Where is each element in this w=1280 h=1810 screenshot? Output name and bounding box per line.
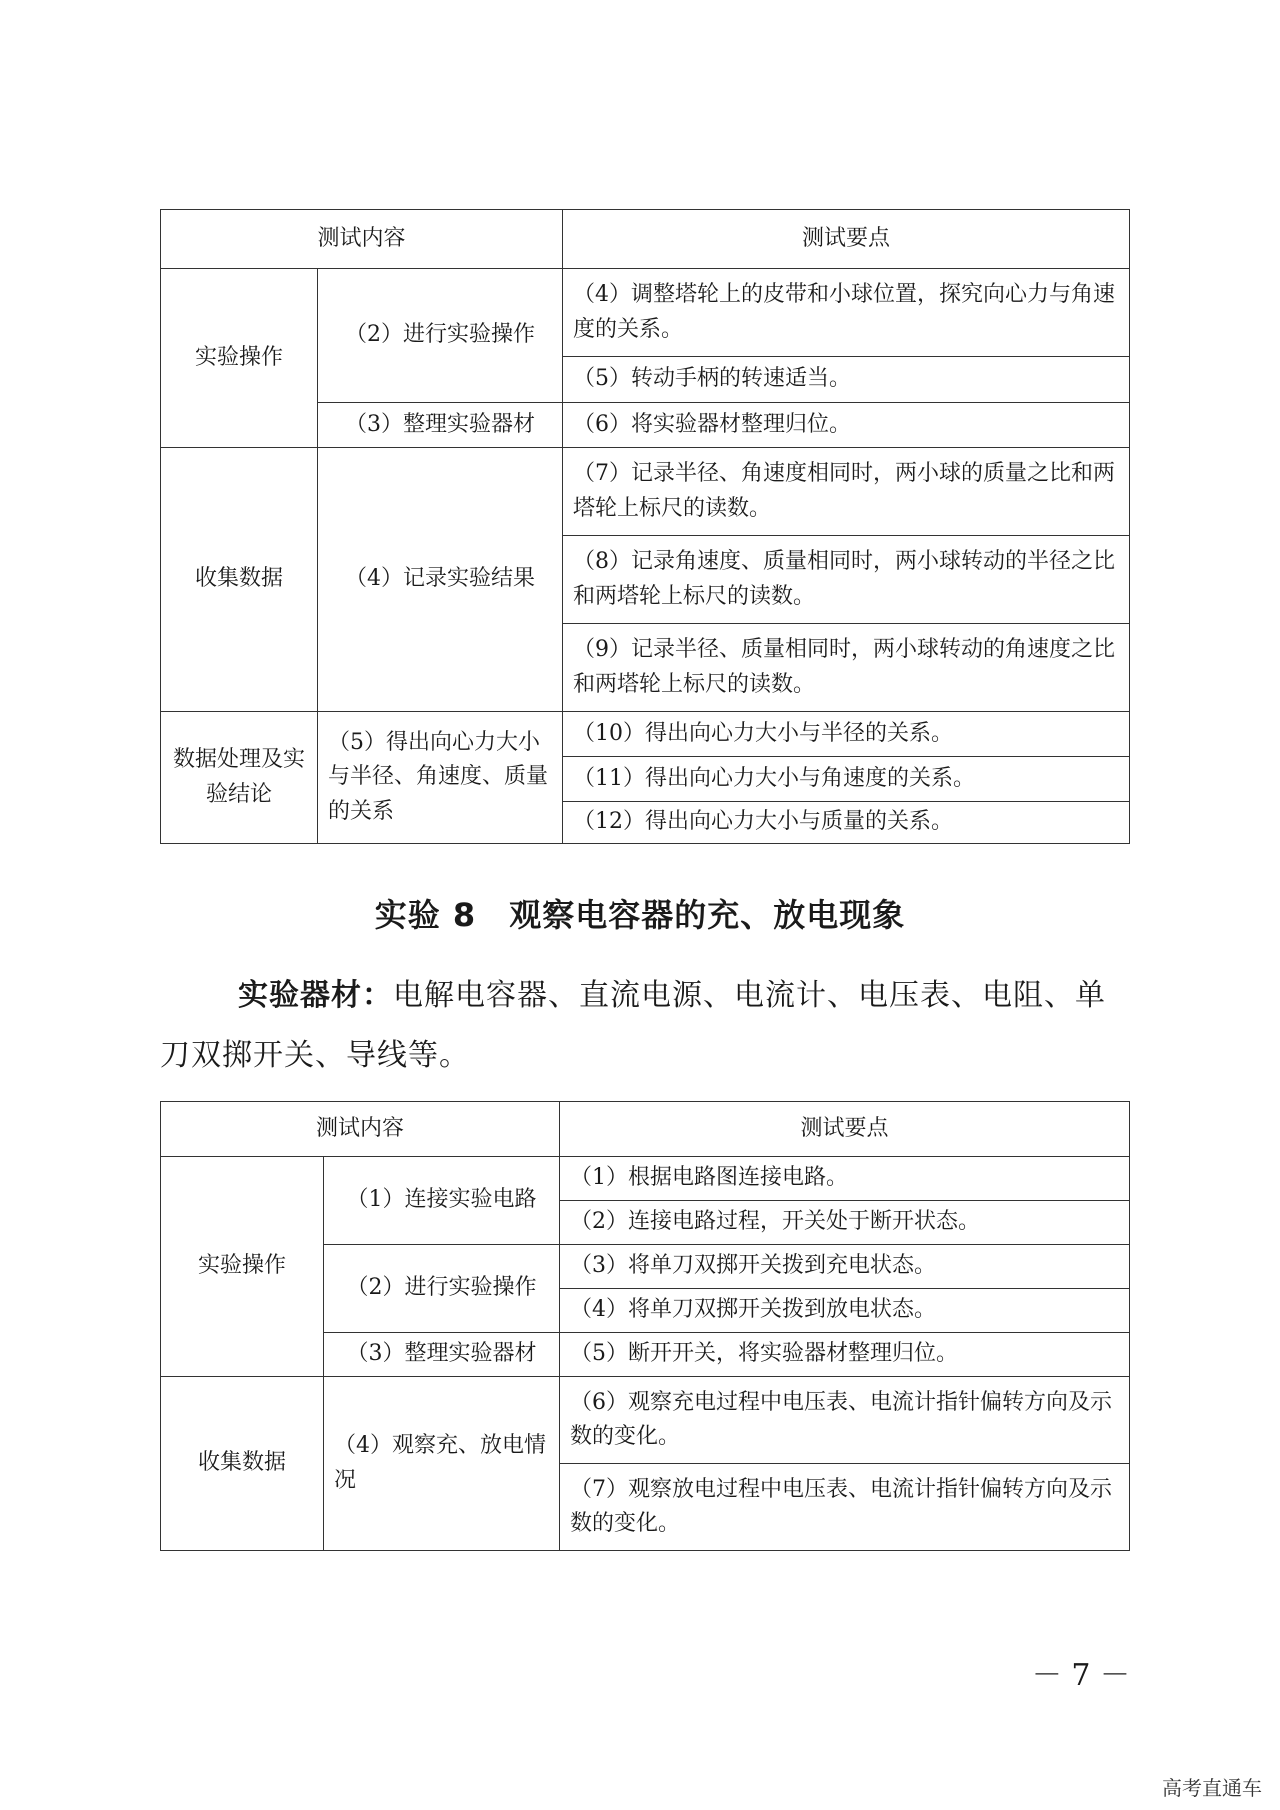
- point-cell: （5）转动手柄的转速适当。: [563, 357, 1130, 403]
- point-cell: （1）根据电路图连接电路。: [560, 1157, 1130, 1201]
- content-cell: （2）进行实验操作: [318, 269, 563, 403]
- experiment-8-test-table: [160, 1101, 1130, 1551]
- header-test-content: 测试内容: [161, 210, 563, 269]
- point-cell: （10）得出向心力大小与半径的关系。: [563, 712, 1130, 757]
- page-number: － 7 －: [1031, 1658, 1130, 1693]
- category-cell: 数据处理及实验结论: [161, 712, 318, 844]
- point-cell: （6）将实验器材整理归位。: [563, 403, 1130, 448]
- content-cell: （3）整理实验器材: [324, 1333, 560, 1377]
- point-cell: （7）观察放电过程中电压表、电流计指针偏转方向及示数的变化。: [560, 1464, 1130, 1551]
- content-cell: （4）记录实验结果: [318, 448, 563, 712]
- content-cell: （4）观察充、放电情况: [324, 1377, 560, 1551]
- equipment-label: 实验器材：: [238, 978, 393, 1013]
- category-cell: 实验操作: [161, 1157, 324, 1377]
- category-cell: 收集数据: [161, 448, 318, 712]
- point-cell: （3）将单刀双掷开关拨到充电状态。: [560, 1245, 1130, 1289]
- header-test-points: 测试要点: [560, 1102, 1130, 1157]
- section-title: 实验 8 观察电容器的充、放电现象: [374, 896, 906, 934]
- content-cell: （3）整理实验器材: [318, 403, 563, 448]
- content-cell: （5）得出向心力大小与半径、角速度、质量的关系: [318, 712, 563, 844]
- point-cell: （2）连接电路过程，开关处于断开状态。: [560, 1201, 1130, 1245]
- point-cell: （11）得出向心力大小与角速度的关系。: [563, 757, 1130, 802]
- equipment-paragraph: [160, 966, 1129, 1086]
- category-cell: 收集数据: [161, 1377, 324, 1551]
- equipment-text: 电解电容器、直流电源、电流计、电压表、电阻、单刀双掷开关、导线等。: [160, 978, 1106, 1073]
- content-cell: （2）进行实验操作: [324, 1245, 560, 1333]
- experiment-7-test-table: [160, 209, 1130, 844]
- point-cell: （5）断开开关，将实验器材整理归位。: [560, 1333, 1130, 1377]
- watermark-text: 高考直通车: [1162, 1776, 1262, 1800]
- point-cell: （8）记录角速度、质量相同时，两小球转动的半径之比和两塔轮上标尺的读数。: [563, 536, 1130, 624]
- category-cell: 实验操作: [161, 269, 318, 448]
- point-cell: （4）调整塔轮上的皮带和小球位置，探究向心力与角速度的关系。: [563, 269, 1130, 357]
- point-cell: （4）将单刀双掷开关拨到放电状态。: [560, 1289, 1130, 1333]
- header-test-content: 测试内容: [161, 1102, 560, 1157]
- point-cell: （12）得出向心力大小与质量的关系。: [563, 802, 1130, 844]
- point-cell: （9）记录半径、质量相同时，两小球转动的角速度之比和两塔轮上标尺的读数。: [563, 624, 1130, 712]
- header-test-points: 测试要点: [563, 210, 1130, 269]
- point-cell: （7）记录半径、角速度相同时，两小球的质量之比和两塔轮上标尺的读数。: [563, 448, 1130, 536]
- point-cell: （6）观察充电过程中电压表、电流计指针偏转方向及示数的变化。: [560, 1377, 1130, 1464]
- content-cell: （1）连接实验电路: [324, 1157, 560, 1245]
